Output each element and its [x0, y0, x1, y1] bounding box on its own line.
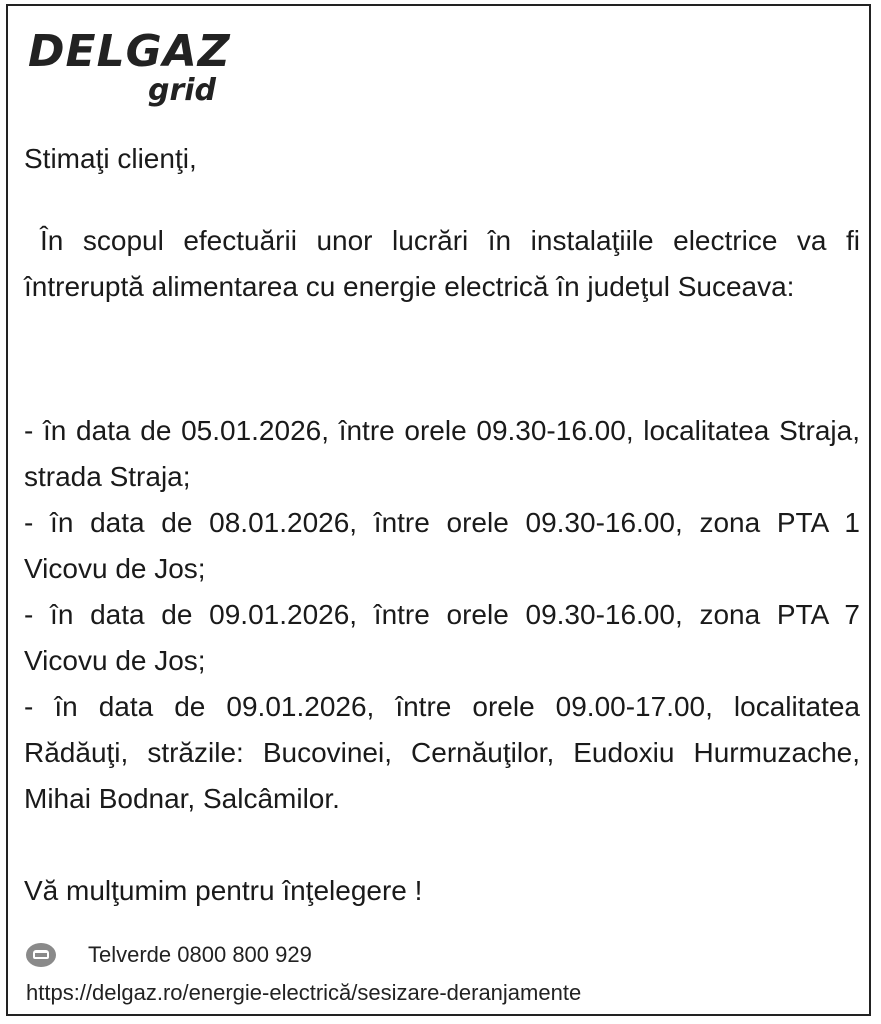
list-item: - în data de 09.01.2026, între orele 09.30-16.00, zona PTA 7 Vicovu de Jos;: [24, 599, 860, 676]
phone-number[interactable]: Telverde 0800 800 929: [88, 942, 312, 967]
delgaz-grid-logo: [28, 26, 258, 116]
phone-icon: [26, 943, 56, 967]
contact-line: [26, 942, 312, 968]
notice-frame: [6, 4, 871, 1016]
list-item: - în data de 05.01.2026, între orele 09.30-16.00, localitatea Straja, strada Straja;: [24, 415, 860, 492]
logo-main-text: DELGAZ: [28, 26, 231, 77]
intro-paragraph: [24, 218, 860, 310]
logo-sub-text: grid: [148, 73, 217, 108]
greeting: Stimaţi clienţi,: [24, 143, 197, 174]
website-link[interactable]: https://delgaz.ro/energie-electrică/sesizare-deranjamente: [26, 980, 582, 1005]
list-item: - în data de 09.01.2026, între orele 09.00-17.00, localitatea Rădăuţi, străzile: Bucovinei, Cernăuţilor, Eudoxiu Hurmuzache, Mihai Bodnar, Salcâmilor.: [24, 691, 860, 814]
closing-text: Vă mulţumim pentru înţelegere !: [24, 875, 423, 906]
intro-text: În scopul efectuării unor lucrări în instalaţiile electrice va fi întreruptă alimentarea cu energie electrică în judeţul Suceava:: [24, 225, 860, 302]
outage-list: [24, 408, 860, 822]
list-item: - în data de 08.01.2026, între orele 09.30-16.00, zona PTA 1 Vicovu de Jos;: [24, 507, 860, 584]
